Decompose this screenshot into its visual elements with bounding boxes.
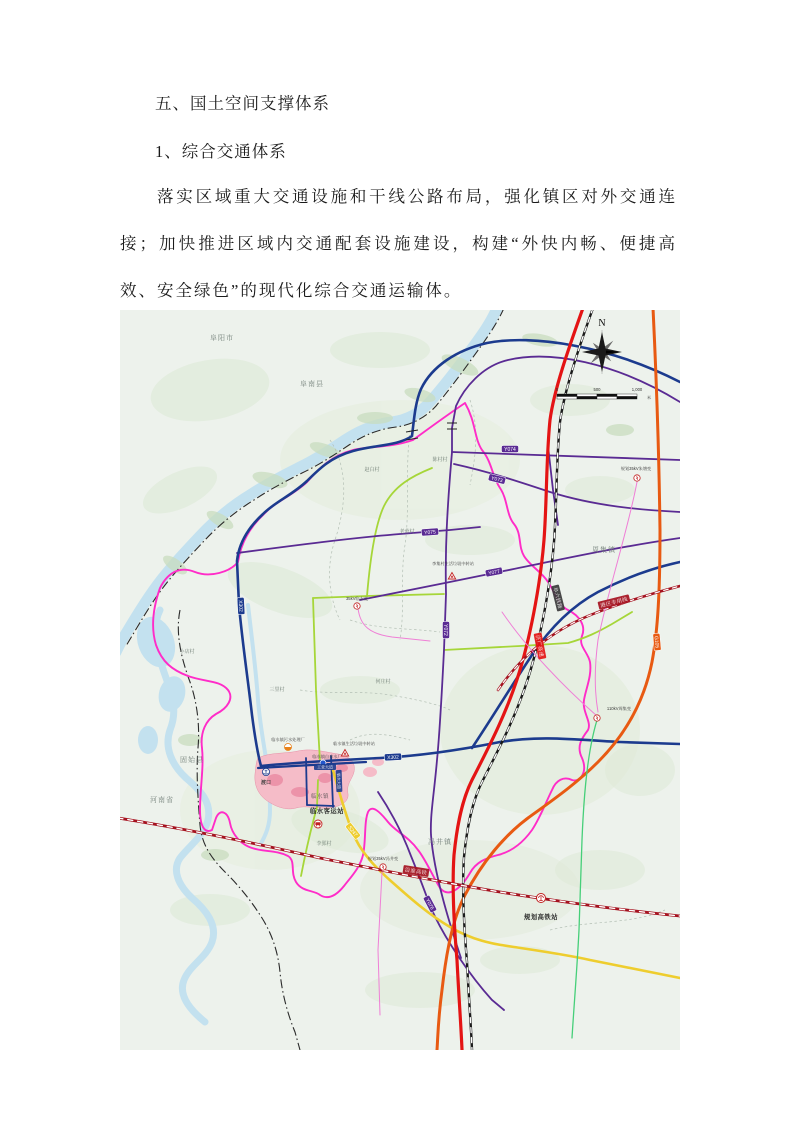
street-label-gongye	[314, 764, 336, 770]
road-badge-x302	[384, 753, 401, 761]
substation-icon	[380, 864, 386, 870]
ferry-label: 渡口	[260, 780, 272, 786]
body-paragraph: 落实区域重大交通设施和干线公路布局，强化镇区对外交通连接；加快推进区域内交通配套设施建设，构建“外快内畅、便捷高效、安全绿色”的现代化综合交通运输体。	[120, 187, 677, 300]
facility-label-water: 临水镇自来水厂	[312, 754, 342, 759]
substation-icon	[594, 715, 600, 721]
svg-text:港区专用线: 港区专用线	[599, 596, 629, 610]
road-badge-y072	[442, 622, 449, 639]
svg-text:Y076: Y076	[423, 897, 435, 911]
sewage-plant-icon	[285, 744, 292, 751]
svg-text:Y075: Y075	[424, 529, 437, 537]
svg-text:Y073: Y073	[490, 475, 504, 485]
street-label-linshui-ave	[336, 770, 343, 792]
region-label-fuyang: 阜阳市	[210, 335, 234, 342]
facility-label-liji-waste: 李集村生活垃圾中转站	[432, 561, 474, 566]
svg-text:1,000: 1,000	[631, 387, 643, 392]
section-heading: 五、国土空间支撑体系	[155, 94, 330, 113]
planning-map-figure	[120, 310, 680, 1050]
svg-text:Y077: Y077	[487, 568, 501, 577]
road-badge-x302	[237, 597, 245, 614]
svg-text:S247: S247	[346, 825, 359, 838]
facility-label-sub-zhutang: 规划35kV朱塘变	[620, 466, 652, 471]
village-label-xiaodian: 小店村	[179, 649, 195, 655]
svg-text:阜六铁路: 阜六铁路	[551, 586, 563, 610]
village-label-sanli: 三里村	[269, 687, 285, 693]
svg-text:0: 0	[555, 387, 559, 392]
facility-label-sub-fengjing: 规划35kV冯井变	[367, 856, 399, 861]
facility-label-sub-linshui: 35kV临水变	[345, 596, 369, 601]
transport-plan-map	[120, 310, 680, 1050]
svg-text:沿淮高铁: 沿淮高铁	[404, 867, 428, 877]
bus-station-icon	[314, 820, 322, 828]
region-label-zhouji: 周集镇	[592, 547, 616, 554]
svg-text:500: 500	[593, 387, 601, 392]
road-badge-y075	[421, 528, 438, 536]
road-badge-g105	[652, 633, 661, 651]
region-label-funan: 阜南县	[300, 381, 324, 388]
substation-icon	[634, 475, 640, 481]
subsection-heading: 1、综合交通体系	[155, 142, 287, 161]
svg-text:X302: X302	[236, 600, 244, 613]
region-label-henan: 河南省	[150, 797, 174, 804]
svg-text:工业大道: 工业大道	[317, 764, 333, 770]
village-label-liying: 李郢村	[316, 841, 332, 847]
facility-label-sewage: 临水镇污水处理厂	[271, 737, 305, 742]
road-badge-y074	[502, 446, 519, 453]
svg-text:Y072: Y072	[442, 624, 449, 636]
hsr-station-icon	[537, 894, 546, 903]
village-label-zhaobai: 赵白村	[364, 467, 380, 473]
hsr-station-label: 规划高铁站	[524, 914, 558, 921]
facility-label-sub-zhouji: 110kV周集变	[606, 706, 632, 711]
village-label-hezhuang: 何庄村	[375, 679, 391, 685]
region-label-fengjing: 冯井镇	[428, 839, 452, 846]
substation-icon	[354, 603, 360, 609]
svg-text:G105: G105	[652, 635, 660, 649]
region-label-linshui: 临水镇	[310, 794, 330, 800]
bus-station-label: 临水客运站	[310, 808, 344, 815]
svg-text:临水大道: 临水大道	[336, 772, 342, 790]
ferry-icon	[262, 768, 269, 775]
village-label-chencun: 陈村村	[432, 457, 448, 463]
svg-text:N: N	[598, 318, 606, 329]
svg-text:米: 米	[646, 395, 652, 400]
svg-text:Y074: Y074	[504, 446, 516, 453]
svg-text:X302: X302	[387, 754, 400, 762]
svg-text:济广高速: 济广高速	[533, 634, 545, 658]
facility-label-waste: 临水镇生活垃圾中转站	[333, 741, 375, 746]
region-label-gushi: 固始县	[180, 757, 204, 764]
village-label-laoying: 老营村	[399, 529, 415, 535]
